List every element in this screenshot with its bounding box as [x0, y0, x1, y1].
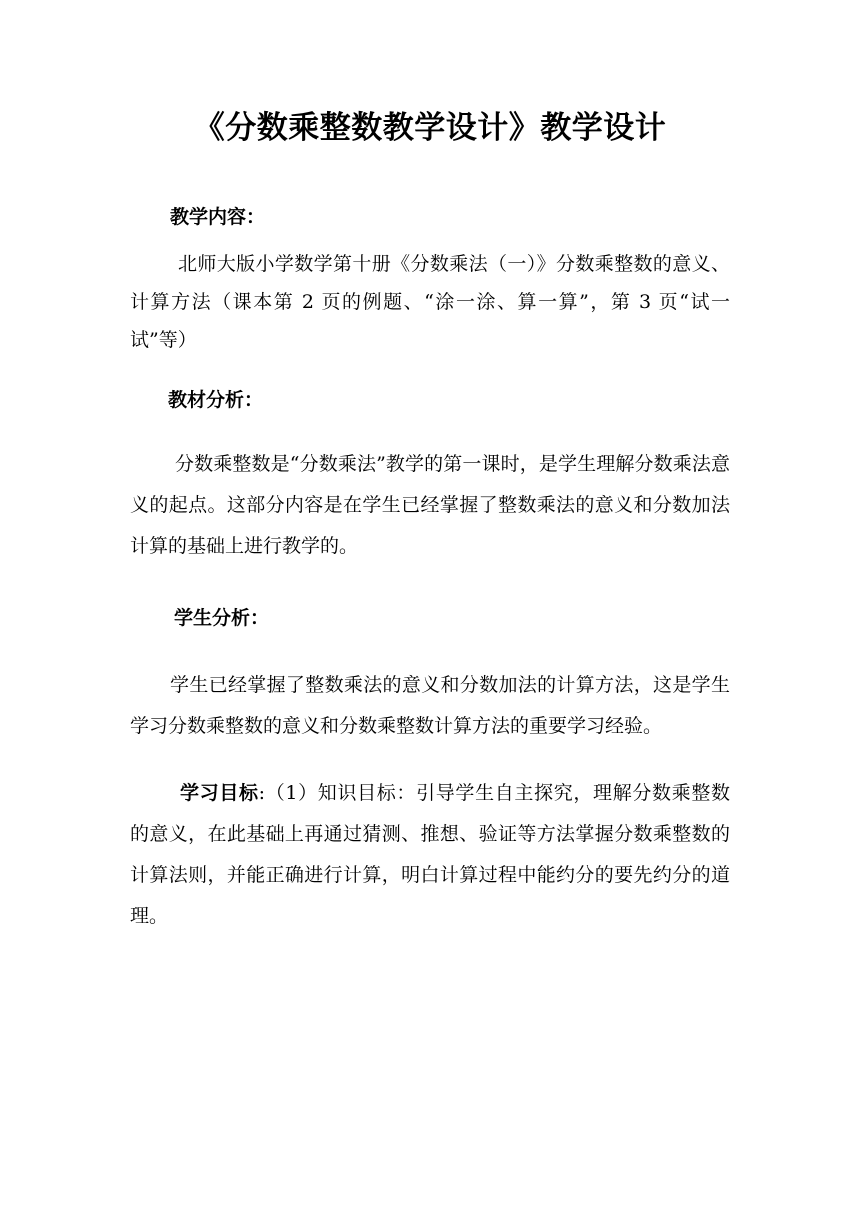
teaching-content-text: 北师大版小学数学第十册《分数乘法（一）》分数乘整数的意义、计算方法（课本第 2 页的例题、“涂一涂、算一算”，第 3 页“试一试”等）: [130, 253, 730, 351]
teaching-content-heading: 教学内容：: [170, 206, 266, 228]
material-analysis-text: 分数乘整数是“分数乘法”教学的第一课时，是学生理解分数乘法意义的起点。这部分内容是在学生已经掌握了整数乘法的意义和分数加法计算的基础上进行教学的。: [130, 453, 730, 557]
learning-goals-text: :（1）知识目标：引导学生自主探究，理解分数乘整数的意义，在此基础上再通过猜测、推想、验证等方法掌握分数乘整数的计算法则，并能正确进行计算，明白计算过程中能约分的要先约分的道理。: [130, 782, 730, 927]
student-analysis-text: 学生已经掌握了整数乘法的意义和分数加法的计算方法，这是学生学习分数乘整数的意义和分数乘整数计算方法的重要学习经验。: [130, 674, 730, 737]
learning-goals-paragraph: [130, 773, 730, 937]
document-title: 《分数乘整数教学设计》教学设计: [193, 110, 667, 146]
student-analysis-heading: 学生分析：: [174, 607, 270, 629]
learning-goals-heading: 学习目标: [180, 782, 259, 804]
material-analysis-heading: 教材分析：: [168, 389, 264, 411]
